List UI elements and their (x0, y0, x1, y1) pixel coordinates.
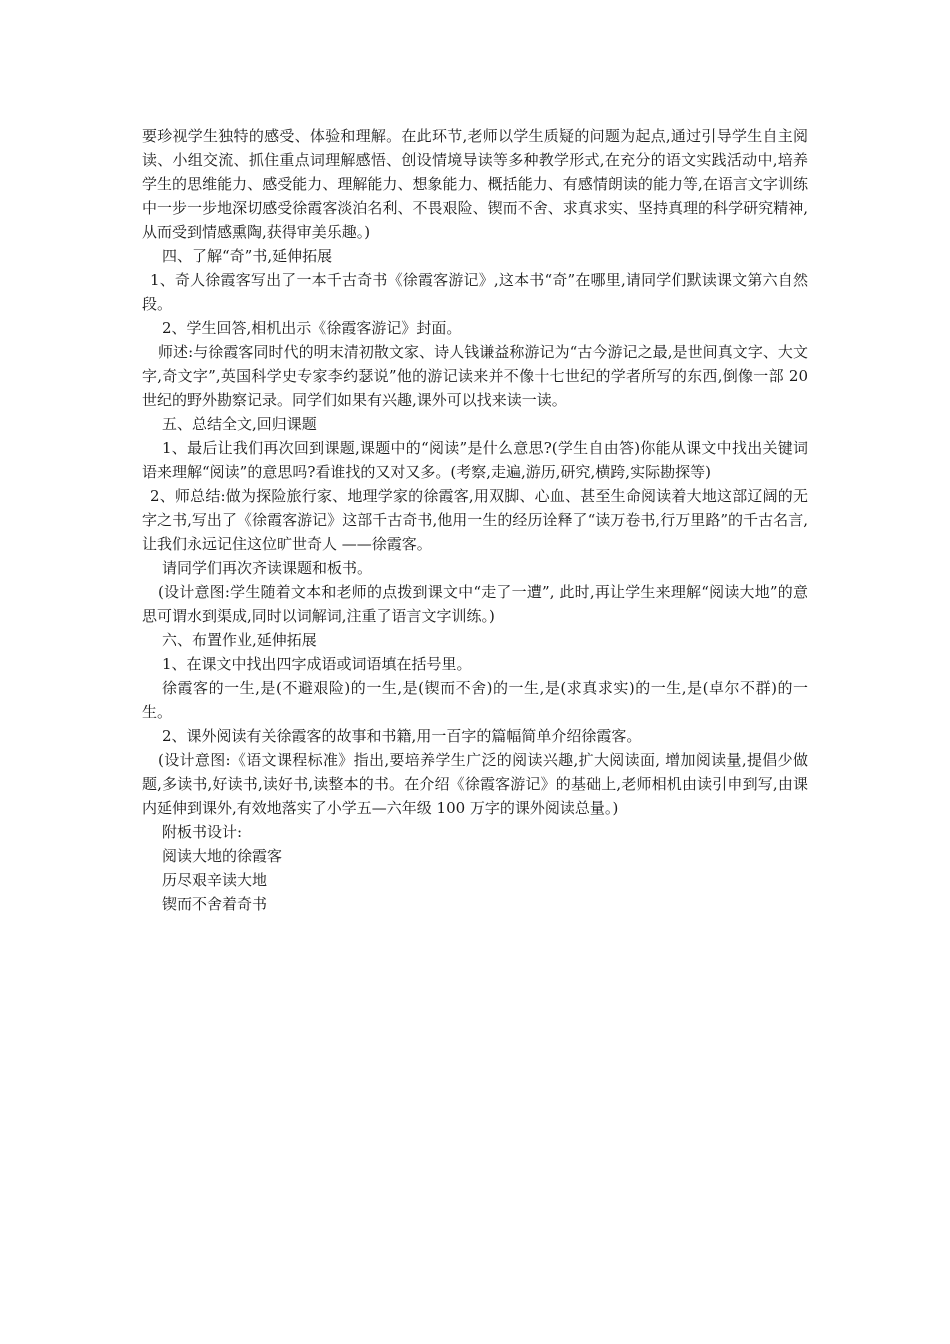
paragraph-4-2: 2、学生回答,相机出示《徐霞客游记》封面。 (162, 319, 462, 337)
paragraph-design-intent-6: (设计意图:《语文课程标准》指出,要培养学生广泛的阅读兴趣,扩大阅读面, 增加阅读量,提倡少做题,多读书,好读书,读好书,读整本的书。在介绍《徐霞客游记》的基础上,老师相机由读引申到写,由课内延伸到课外,有效地落实了小学五—六年级 100 万字的课外阅读总量。) (142, 751, 808, 817)
paragraph-6-1: 1、在课文中找出四字成语或词语填在括号里。 (162, 655, 472, 673)
paragraph-6-2: 2、课外阅读有关徐霞客的故事和书籍,用一百字的篇幅简单介绍徐霞客。 (162, 727, 642, 745)
paragraph-5-1: 1、最后让我们再次回到课题,课题中的“阅读”是什么意思?(学生自由答)你能从课文中找出关键词语来理解“阅读”的意思吗?看谁找的又对又多。(考察,走遍,游历,研究,横跨,实际勘探等) (142, 439, 808, 481)
section-heading-6: 六、布置作业,延伸拓展 (162, 631, 317, 649)
section-heading-5: 五、总结全文,回归课题 (162, 415, 317, 433)
board-line-1: 阅读大地的徐霞客 (162, 847, 283, 865)
section-heading-4: 四、了解“奇”书,延伸拓展 (162, 247, 333, 265)
paragraph-read-together: 请同学们再次齐读课题和板书。 (162, 559, 373, 577)
paragraph-teacher-narration: 师述:与徐霞客同时代的明末清初散文家、诗人钱谦益称游记为“古今游记之最,是世间真文字、大文字,奇文字”,英国科学史专家李约瑟说”他的游记读来并不像十七世纪的学者所写的东西,倒像一部 20 世纪的野外勘察记录。同学们如果有兴趣,课外可以找来读一读。 (142, 343, 808, 409)
board-line-3: 锲而不舍着奇书 (162, 895, 268, 913)
paragraph-4-1: 1、奇人徐霞客写出了一本千古奇书《徐霞客游记》,这本书“奇”在哪里,请同学们默读课文第六自然段。 (142, 271, 808, 313)
board-line-2: 历尽艰辛读大地 (162, 871, 268, 889)
paragraph-5-2: 2、师总结:做为探险旅行家、地理学家的徐霞客,用双脚、心血、甚至生命阅读着大地这部辽阔的无字之书,写出了《徐霞客游记》这部千古奇书,他用一生的经历诠释了“读万卷书,行万里路”的千古名言,让我们永远记住这位旷世奇人 ——徐霞客。 (142, 487, 808, 553)
paragraph-design-intent-5: (设计意图:学生随着文本和老师的点拨到课文中“走了一遭”, 此时,再让学生来理解“阅读大地”的意思可谓水到渠成,同时以词解词,注重了语言文字训练。) (142, 583, 808, 625)
paragraph-6-fill-answers: 徐霞客的一生,是(不避艰险)的一生,是(锲而不舍)的一生,是(求真求实)的一生,是(卓尔不群)的一生。 (142, 679, 808, 721)
board-design-heading: 附板书设计: (162, 823, 243, 841)
paragraph-design-intent-continued: 要珍视学生独特的感受、体验和理解。在此环节,老师以学生质疑的问题为起点,通过引导学生自主阅读、小组交流、抓住重点词理解感悟、创设情境导读等多种教学形式,在充分的语文实践活动中,培养学生的思维能力、感受能力、理解能力、想象能力、概括能力、有感情朗读的能力等,在语言文字训练中一步一步地深切感受徐霞客淡泊名利、不畏艰险、锲而不舍、求真求实、坚持真理的科学研究精神,从而受到情感熏陶,获得审美乐趣。) (142, 127, 808, 241)
document-page (142, 124, 808, 916)
